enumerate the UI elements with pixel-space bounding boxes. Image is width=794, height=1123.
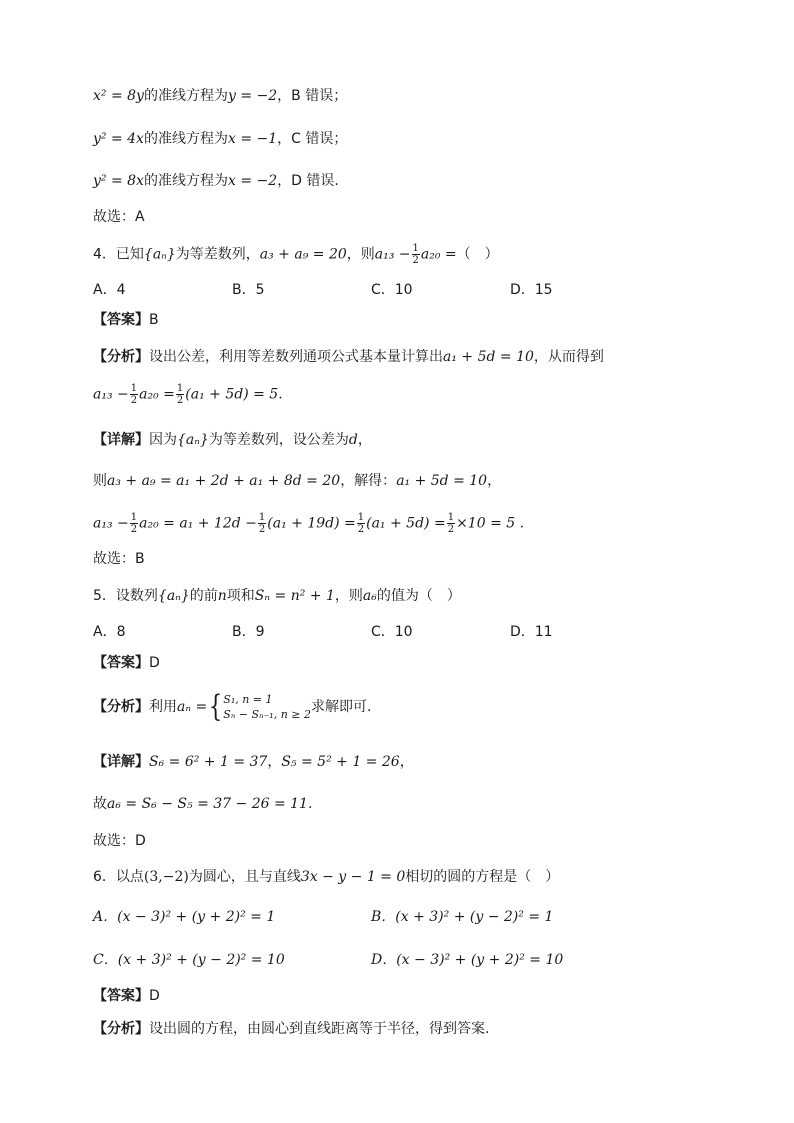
math-expr: ×10 = 5 . [456, 515, 525, 532]
math-expr: (3,−2) [143, 869, 189, 885]
text: 的准线方程为 [143, 131, 228, 147]
math-expr: 3x − y − 1 = 0 [300, 869, 406, 885]
text: 相切的圆的方程是（ ） [405, 869, 560, 885]
option-a: A．8 [93, 624, 126, 640]
math-expr: {aₙ} [157, 588, 190, 604]
text: 为等差数列，设公差为 [208, 432, 349, 448]
answer-value: B [149, 312, 159, 328]
question-6 [93, 867, 559, 887]
math-expr: y² = 4x [93, 131, 144, 147]
math-expr: a₁₃ − [374, 246, 411, 263]
math-expr: a₁₃ − [93, 515, 129, 532]
option-c: C．(x + 3)² + (y − 2)² = 10 [93, 952, 285, 968]
solution-line-d [93, 171, 339, 191]
text: 设出公差，利用等差数列通项公式基本量计算出 [149, 349, 443, 365]
question-number: 5．设数列 [93, 588, 158, 604]
text: 利用 [149, 699, 177, 715]
math-expr: a₂₀ = [420, 246, 457, 263]
option-a: A．(x − 3)² + (y + 2)² = 1 [93, 909, 276, 925]
math-expr: (a₁ + 19d) = [267, 515, 356, 532]
math-expr: a₂₀ = a₁ + 12d − [139, 515, 257, 532]
analysis-label: 【分析】 [93, 349, 149, 365]
analysis-label: 【分析】 [93, 1021, 149, 1037]
detail-5-calc [93, 794, 312, 814]
choose-4: 故选：B [93, 551, 145, 567]
answer-4 [93, 310, 159, 330]
text: 为等差数列， [175, 246, 260, 263]
answer-label: 【答案】 [93, 988, 149, 1004]
answer-value: D [149, 655, 160, 671]
piecewise-cases: S₁, n = 1 Sₙ − Sₙ₋₁, n ≥ 2 [223, 693, 311, 721]
text: 故 [93, 796, 107, 812]
question-number: 4．已知 [93, 246, 144, 263]
detail-4 [93, 430, 372, 450]
math-expr: aₙ = [177, 699, 208, 715]
analysis-5 [93, 690, 371, 724]
text: 的准线方程为 [143, 88, 228, 104]
math-expr: y² = 8x [93, 173, 144, 189]
analysis-4 [93, 347, 604, 367]
math-expr: a₃ + a₉ = a₁ + 2d + a₁ + 8d = 20 [107, 473, 341, 489]
option-b: B．(x + 3)² + (y − 2)² = 1 [371, 909, 554, 925]
detail-label: 【详解】 [93, 754, 149, 770]
math-expr: {aₙ} [143, 246, 176, 263]
math-expr: a₃ + a₉ = 20 [259, 246, 347, 263]
text: ， [399, 754, 414, 770]
math-expr: a₁ + 5d = 10 [443, 349, 534, 365]
math-expr: y = −2 [227, 88, 278, 104]
option-c: C．10 [371, 282, 413, 298]
math-expr: a₁ + 5d = 10 [396, 473, 488, 489]
question-5 [93, 586, 461, 606]
math-expr: {aₙ} [177, 432, 209, 448]
math-expr: (a₁ + 5d) = [366, 515, 446, 532]
detail-4-calc1 [93, 471, 501, 491]
option-d: D．(x − 3)² + (y + 2)² = 10 [371, 952, 564, 968]
choose-5: 故选：D [93, 833, 146, 849]
text: ，则 [346, 246, 375, 263]
text: 设出圆的方程，由圆心到直线距离等于半径，得到答案. [149, 1021, 490, 1037]
math-expr: a₆ [362, 588, 377, 604]
math-expr: a₁₃ − [93, 386, 129, 403]
answer-6 [93, 986, 160, 1006]
math-expr: x = −2 [227, 173, 278, 189]
text: ，解得： [340, 473, 397, 489]
solution-line-c [93, 129, 347, 149]
math-expr: a₆ = S₆ − S₅ = 37 − 26 = 11. [107, 796, 313, 812]
math-expr: d [348, 432, 358, 448]
answer-label: 【答案】 [93, 655, 149, 671]
fraction: $\frac{1}{2}$ [412, 243, 419, 266]
choose-line: 故选：A [93, 209, 145, 225]
text: 的值为（ ） [376, 588, 461, 604]
text: 的前 [189, 588, 218, 604]
option-b: B．5 [232, 282, 265, 298]
math-expr: S₆ = 6² + 1 = 37 [149, 754, 268, 770]
text: ， [357, 432, 372, 448]
text: 求解即可. [311, 699, 372, 715]
detail-label: 【详解】 [93, 432, 149, 448]
fraction: $\frac{1}{2}$ [176, 383, 184, 406]
text: 则 [93, 473, 107, 489]
text: ，C 错误； [277, 131, 348, 147]
option-c: C．10 [371, 624, 413, 640]
fraction: $\frac{1}{2}$ [357, 512, 365, 535]
fraction: $\frac{1}{2}$ [447, 512, 455, 535]
solution-line-b [93, 86, 347, 106]
detail-5 [93, 752, 414, 772]
fraction: $\frac{1}{2}$ [130, 512, 138, 535]
math-expr: x = −1 [227, 131, 278, 147]
text: 的准线方程为 [143, 173, 228, 189]
text: ， [267, 754, 282, 770]
text: ，D 错误. [277, 173, 339, 189]
text: 因为 [149, 432, 177, 448]
text: ， [487, 473, 502, 489]
math-expr: Sₙ = n² + 1 [254, 588, 335, 604]
answer-value: D [149, 988, 160, 1004]
text: ，则 [334, 588, 363, 604]
detail-4-calc2 [93, 512, 524, 535]
analysis-4-formula [93, 383, 283, 406]
question-4 [93, 243, 499, 266]
text: （ ） [456, 246, 499, 263]
text: ，从而得到 [533, 349, 604, 365]
left-brace: { [209, 689, 223, 724]
math-expr: x² = 8y [93, 88, 144, 104]
option-b: B．9 [232, 624, 265, 640]
math-expr: n [217, 588, 227, 604]
analysis-6 [93, 1019, 489, 1039]
math-expr: a₂₀ = [139, 386, 175, 403]
option-d: D．11 [510, 624, 553, 640]
math-expr: (a₁ + 5d) = 5. [185, 386, 283, 403]
answer-label: 【答案】 [93, 312, 149, 328]
text: ，B 错误； [277, 88, 348, 104]
analysis-label: 【分析】 [93, 699, 149, 715]
option-d: D．15 [510, 282, 553, 298]
answer-5 [93, 653, 160, 673]
fraction: $\frac{1}{2}$ [258, 512, 266, 535]
text: 项和 [226, 588, 255, 604]
option-a: A．4 [93, 282, 126, 298]
fraction: $\frac{1}{2}$ [130, 383, 138, 406]
question-number: 6．以点 [93, 869, 144, 885]
math-expr: S₅ = 5² + 1 = 26 [281, 754, 400, 770]
text: 为圆心，且与直线 [188, 869, 301, 885]
